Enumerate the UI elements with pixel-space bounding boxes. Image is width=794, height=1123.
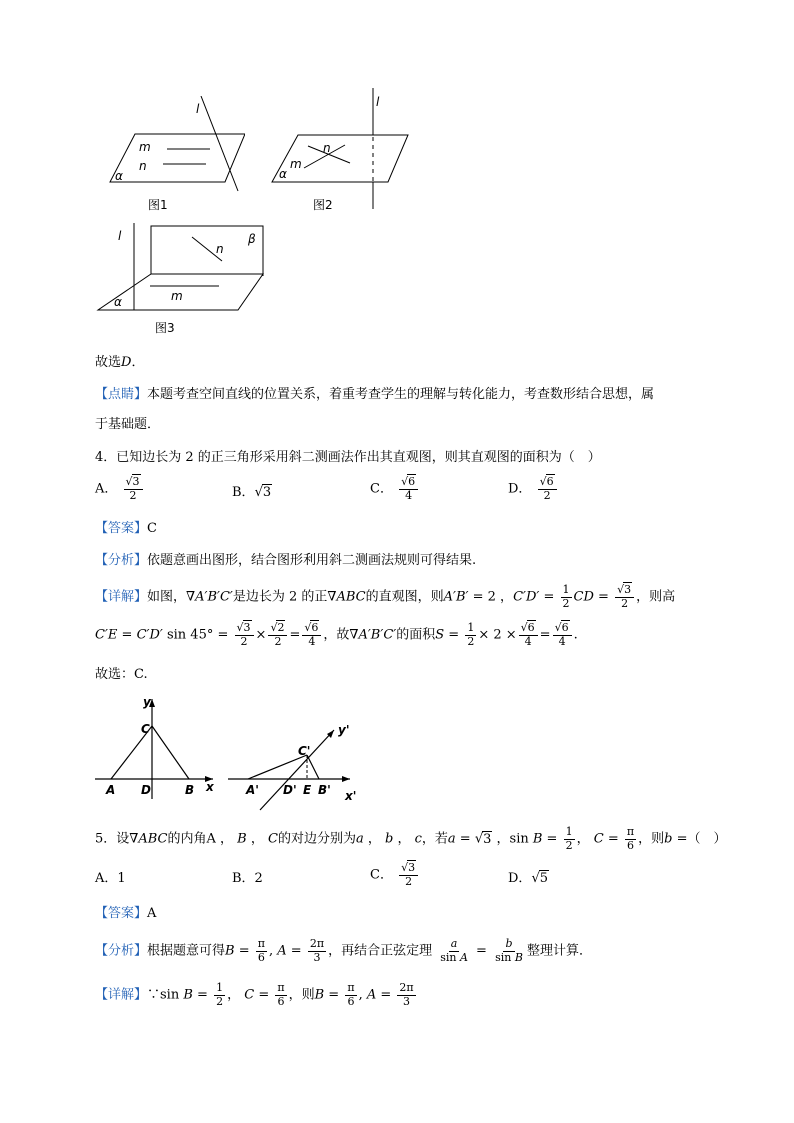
fig2-label-alpha: α xyxy=(279,167,287,181)
q5-analysis: 【分析】根据题意可得B = $\frac{\pi}{6}$ , A = $\frac{2\pi}{3}$ ，再结合正弦定理 $\frac{a}{\text{sin A}}$ = $\frac{b}{\text{sin B}}$ 整理计算． xyxy=(95,937,592,964)
fig1-label-n: n xyxy=(139,159,147,173)
fig1-label-m: m xyxy=(139,140,151,154)
q5-option-d: D．√5 xyxy=(508,871,549,886)
q4-answer: 【答案】C xyxy=(95,521,157,536)
q4-detail-line2: C′E = C′D′ sin 45° = $\frac{√3}{2}$ × $\frac{√2}{2}$ = $\frac{√6}{4}$ ，故∇A′B′C′的面积S = $\frac{1}{2}$ × 2 × $\frac{√6}{4}$ = $\frac{√6}{4}$ . xyxy=(95,621,578,648)
fig2-caption: 图2 xyxy=(313,198,333,212)
figure-2 xyxy=(268,88,418,210)
q3-dianjing-cont: 于基础题． xyxy=(95,417,161,432)
fig3-label-m: m xyxy=(171,289,183,303)
q4-option-a: A． $\frac{√3}{2}$ xyxy=(95,476,145,502)
q5-detail: 【详解】∵sin B = $\frac{1}{2}$ ， C = $\frac{\pi}{6}$ ，则B = $\frac{\pi}{6}$ , A = $\frac{2\pi}{3}$ xyxy=(95,981,414,1008)
q4-figure-intuitive-triangle xyxy=(228,720,353,812)
q4-point-d-prime: D' xyxy=(283,783,297,797)
figure-1 xyxy=(105,96,245,196)
q3-answer-line: 故选D． xyxy=(95,355,145,370)
q4-point-e: E xyxy=(303,783,312,797)
q4-point-c: C xyxy=(141,722,150,736)
q4-stem: 4．已知边长为 2 的正三角形采用斜二测画法作出其直观图，则其直观图的面积为（ ） xyxy=(95,450,601,465)
q4-point-b: B xyxy=(185,783,195,797)
fig2-label-n: n xyxy=(323,141,331,155)
q5-option-a: A．1 xyxy=(95,871,126,886)
fig3-label-n: n xyxy=(216,242,224,256)
q4-axis-y-prime: y' xyxy=(338,723,350,737)
fig1-caption: 图1 xyxy=(148,198,168,212)
q4-conclusion: 故选：C. xyxy=(95,667,148,682)
q4-axis-x-prime: x' xyxy=(345,789,357,803)
fig3-label-alpha: α xyxy=(114,295,122,309)
fig1-label-l: l xyxy=(196,102,200,116)
q4-axis-y: y xyxy=(143,695,151,709)
q4-point-a-prime: A' xyxy=(246,783,259,797)
q4-point-a: A xyxy=(106,783,116,797)
q5-option-b: B．2 xyxy=(232,871,263,886)
q4-option-b: B．√3 xyxy=(232,485,272,500)
q4-analysis: 【分析】依题意画出图形，结合图形利用斜二测画法规则可得结果. xyxy=(95,553,477,568)
q5-option-c: C． $\frac{√3}{2}$ xyxy=(370,862,420,888)
fig2-label-l: l xyxy=(376,95,380,109)
q4-option-c: C． $\frac{√6}{4}$ xyxy=(370,476,420,502)
fig1-label-alpha: α xyxy=(115,169,123,183)
fig2-label-m: m xyxy=(290,157,302,171)
fig3-caption: 图3 xyxy=(155,321,175,335)
fig3-label-beta: β xyxy=(248,232,256,246)
q3-dianjing: 【点睛】本题考查空间直线的位置关系，着重考查学生的理解与转化能力，考查数形结合思想，属 xyxy=(95,387,655,402)
q5-stem: 5．设∇ABC的内角A ， B ， C的对边分别为a ， b ， c，若a = √3 ，sin B = $\frac{1}{2}$ ， C = $\frac{\pi}{6}$ ，则b =（ ） xyxy=(95,825,727,852)
q4-point-d: D xyxy=(141,783,151,797)
q4-axis-x: x xyxy=(206,780,214,794)
q5-answer: 【答案】A xyxy=(95,906,157,921)
q4-point-b-prime: B' xyxy=(318,783,331,797)
q4-option-d: D． $\frac{√6}{2}$ xyxy=(508,476,559,502)
q4-point-c-prime: C' xyxy=(298,744,311,758)
q4-detail-line1: 【详解】如图，∇A′B′C′是边长为 2 的正∇ABC的直观图，则A′B′ = 2 ，C′D′ = $\frac{1}{2}$ CD = $\frac{√3}{2}$ ，则高 xyxy=(95,583,676,610)
fig3-label-l: l xyxy=(118,229,122,243)
